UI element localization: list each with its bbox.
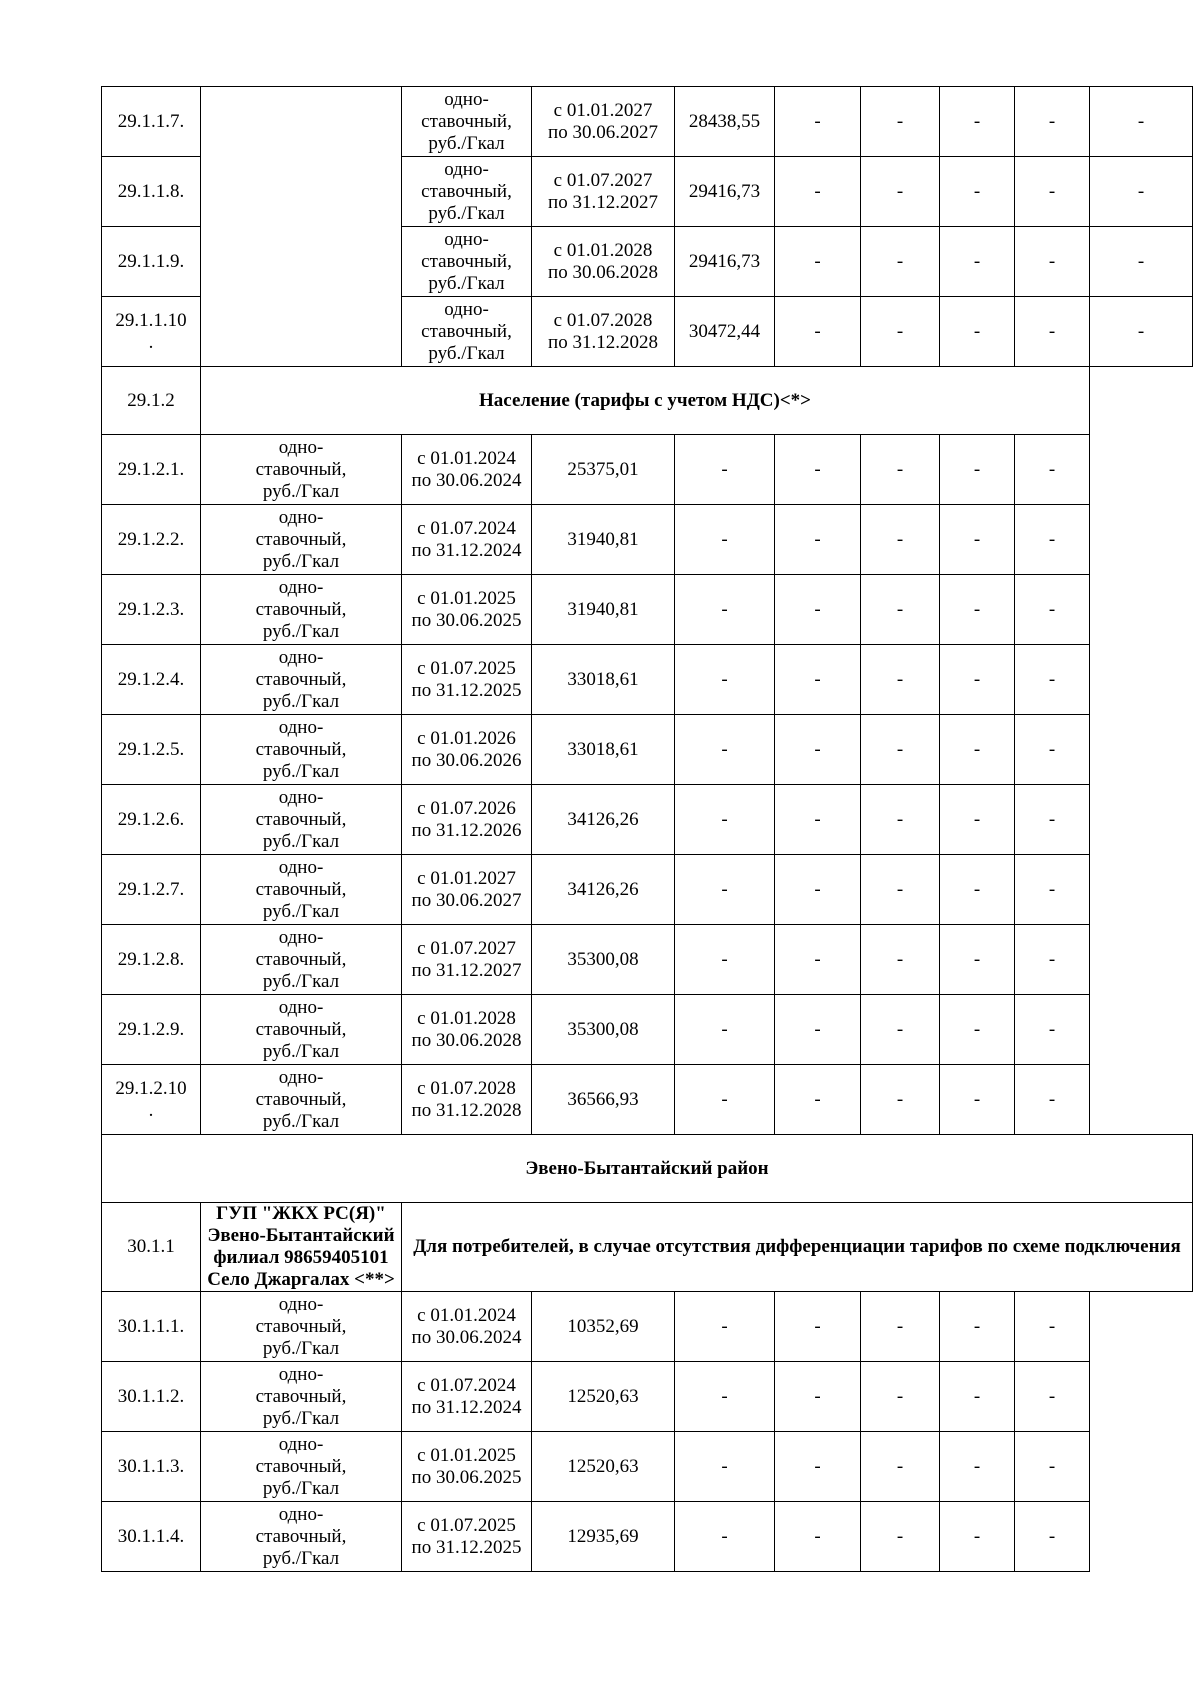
period: с 01.07.2025 по 31.12.2025 [402, 645, 532, 715]
empty-value: - [1015, 645, 1090, 715]
table-row [102, 715, 1193, 785]
tariff-value: 34126,26 [532, 785, 675, 855]
tariff-type: одно- ставочный, руб./Гкал [201, 575, 402, 645]
row-number: 29.1.2.2. [102, 505, 201, 575]
empty-value: - [775, 785, 861, 855]
row-number: 29.1.2.4. [102, 645, 201, 715]
empty-value: - [861, 227, 940, 297]
period: с 01.01.2025 по 30.06.2025 [402, 1432, 532, 1502]
table-row [102, 87, 1193, 157]
tariff-value: 36566,93 [532, 1065, 675, 1135]
empty-value: - [1015, 1502, 1090, 1572]
empty-value: - [940, 87, 1015, 157]
tariff-value: 30472,44 [675, 297, 775, 367]
tariff-value: 12935,69 [532, 1502, 675, 1572]
empty-value: - [861, 157, 940, 227]
empty-value: - [775, 1502, 861, 1572]
organization-name: ГУП "ЖКХ РС(Я)" Эвено-Бытантайский филиал 98659405101 Село Джаргалах <**> [201, 1203, 402, 1292]
empty-value: - [675, 995, 775, 1065]
empty-value: - [861, 1065, 940, 1135]
empty-value: - [775, 645, 861, 715]
empty-value: - [940, 645, 1015, 715]
row-number: 30.1.1.2. [102, 1362, 201, 1432]
row-number: 29.1.1.7. [102, 87, 201, 157]
empty-value: - [675, 645, 775, 715]
empty-value: - [675, 925, 775, 995]
empty-value: - [675, 1362, 775, 1432]
empty-value: - [861, 995, 940, 1065]
table-row [102, 575, 1193, 645]
tariff-value: 12520,63 [532, 1362, 675, 1432]
empty-value: - [1015, 297, 1090, 367]
row-number: 29.1.2.10 . [102, 1065, 201, 1135]
empty-value: - [1015, 1292, 1090, 1362]
tariff-type: одно- ставочный, руб./Гкал [201, 1432, 402, 1502]
empty-value: - [1015, 855, 1090, 925]
section-29-1-2 [102, 367, 1193, 435]
tariff-type: одно- ставочный, руб./Гкал [201, 785, 402, 855]
empty-value: - [1015, 1362, 1090, 1432]
period: с 01.01.2027 по 30.06.2027 [532, 87, 675, 157]
tariff-value: 29416,73 [675, 227, 775, 297]
tariff-type: одно- ставочный, руб./Гкал [402, 227, 532, 297]
empty-value: - [775, 227, 861, 297]
empty-value: - [775, 995, 861, 1065]
empty-value: - [1090, 87, 1193, 157]
empty-value: - [775, 1432, 861, 1502]
table-row [102, 1502, 1193, 1572]
empty-value: - [861, 925, 940, 995]
tariff-type: одно- ставочный, руб./Гкал [201, 1502, 402, 1572]
row-number: 29.1.2.1. [102, 435, 201, 505]
empty-value: - [861, 435, 940, 505]
empty-value: - [775, 1065, 861, 1135]
period: с 01.07.2027 по 31.12.2027 [402, 925, 532, 995]
empty-value: - [675, 1432, 775, 1502]
empty-value: - [940, 1362, 1015, 1432]
empty-value: - [861, 1292, 940, 1362]
empty-value: - [675, 1502, 775, 1572]
row-number: 29.1.2.6. [102, 785, 201, 855]
empty-value: - [861, 297, 940, 367]
empty-value: - [940, 505, 1015, 575]
tariff-value: 33018,61 [532, 715, 675, 785]
section-number: 30.1.1 [102, 1203, 201, 1292]
tariff-value: 31940,81 [532, 575, 675, 645]
empty-value: - [940, 1292, 1015, 1362]
rows-30-1-1 [102, 1292, 1193, 1572]
section-title: Для потребителей, в случае отсутствия дифференциации тарифов по схеме подключения [402, 1203, 1193, 1292]
empty-value: - [1015, 575, 1090, 645]
empty-value: - [940, 435, 1015, 505]
empty-value: - [940, 855, 1015, 925]
empty-value: - [775, 855, 861, 925]
period: с 01.07.2024 по 31.12.2024 [402, 505, 532, 575]
tariff-type: одно- ставочный, руб./Гкал [402, 157, 532, 227]
table-row [102, 1432, 1193, 1502]
tariff-type: одно- ставочный, руб./Гкал [201, 995, 402, 1065]
tariff-type: одно- ставочный, руб./Гкал [201, 1292, 402, 1362]
tariff-value: 12520,63 [532, 1432, 675, 1502]
period: с 01.07.2026 по 31.12.2026 [402, 785, 532, 855]
empty-value: - [861, 645, 940, 715]
empty-value: - [861, 87, 940, 157]
empty-value: - [861, 1432, 940, 1502]
empty-value: - [940, 925, 1015, 995]
empty-value: - [940, 715, 1015, 785]
section-title: Население (тарифы с учетом НДС)<*> [201, 367, 1090, 435]
empty-value: - [675, 785, 775, 855]
empty-value: - [861, 855, 940, 925]
tariff-value: 28438,55 [675, 87, 775, 157]
period: с 01.01.2024 по 30.06.2024 [402, 435, 532, 505]
empty-value: - [1015, 87, 1090, 157]
period: с 01.07.2025 по 31.12.2025 [402, 1502, 532, 1572]
empty-value: - [675, 1292, 775, 1362]
empty-value: - [861, 785, 940, 855]
table-row [102, 855, 1193, 925]
section-30-1-1 [102, 1203, 1193, 1292]
empty-value: - [861, 1502, 940, 1572]
tariff-type: одно- ставочный, руб./Гкал [201, 505, 402, 575]
row-number: 29.1.2.9. [102, 995, 201, 1065]
table-row [102, 1065, 1193, 1135]
empty-value: - [940, 1502, 1015, 1572]
tariff-type: одно- ставочный, руб./Гкал [201, 715, 402, 785]
row-number: 29.1.1.10 . [102, 297, 201, 367]
tariff-type: одно- ставочный, руб./Гкал [201, 855, 402, 925]
row-number: 29.1.2.5. [102, 715, 201, 785]
tariff-value: 31940,81 [532, 505, 675, 575]
table-row [102, 435, 1193, 505]
empty-value: - [675, 575, 775, 645]
empty-value: - [861, 575, 940, 645]
empty-value: - [1015, 1432, 1090, 1502]
row-number: 29.1.2.8. [102, 925, 201, 995]
table-row [102, 1292, 1193, 1362]
empty-value: - [775, 87, 861, 157]
empty-value: - [1015, 435, 1090, 505]
empty-value: - [940, 1065, 1015, 1135]
empty-value: - [1015, 715, 1090, 785]
tariff-value: 34126,26 [532, 855, 675, 925]
empty-value: - [1015, 157, 1090, 227]
tariff-type: одно- ставочный, руб./Гкал [402, 87, 532, 157]
tariff-value: 25375,01 [532, 435, 675, 505]
table-row [102, 925, 1193, 995]
empty-value: - [940, 1432, 1015, 1502]
empty-value: - [675, 505, 775, 575]
row-number: 29.1.2.3. [102, 575, 201, 645]
row-number: 29.1.1.8. [102, 157, 201, 227]
empty-value: - [861, 715, 940, 785]
district-header [102, 1135, 1193, 1203]
empty-value: - [1090, 297, 1193, 367]
empty-value: - [775, 715, 861, 785]
period: с 01.01.2025 по 30.06.2025 [402, 575, 532, 645]
empty-value: - [675, 1065, 775, 1135]
tariff-type: одно- ставочный, руб./Гкал [201, 1065, 402, 1135]
tariff-type: одно- ставочный, руб./Гкал [201, 435, 402, 505]
period: с 01.01.2028 по 30.06.2028 [402, 995, 532, 1065]
table-row [102, 505, 1193, 575]
empty-value: - [775, 435, 861, 505]
rows-29-1-1 [102, 87, 1193, 367]
table-row [102, 645, 1193, 715]
empty-value: - [775, 297, 861, 367]
period: с 01.01.2024 по 30.06.2024 [402, 1292, 532, 1362]
empty-value: - [940, 157, 1015, 227]
row-number: 30.1.1.3. [102, 1432, 201, 1502]
empty-value: - [1015, 995, 1090, 1065]
tariff-type: одно- ставочный, руб./Гкал [201, 1362, 402, 1432]
organization-cell [201, 87, 402, 367]
tariff-value: 10352,69 [532, 1292, 675, 1362]
empty-value: - [675, 435, 775, 505]
empty-value: - [861, 505, 940, 575]
tariff-type: одно- ставочный, руб./Гкал [201, 645, 402, 715]
table-row [102, 995, 1193, 1065]
period: с 01.01.2027 по 30.06.2027 [402, 855, 532, 925]
empty-value: - [775, 1292, 861, 1362]
district-title: Эвено-Бытантайский район [102, 1135, 1193, 1203]
period: с 01.01.2026 по 30.06.2026 [402, 715, 532, 785]
tariff-type: одно- ставочный, руб./Гкал [402, 297, 532, 367]
table-row [102, 1362, 1193, 1432]
empty-value: - [775, 505, 861, 575]
tariff-value: 33018,61 [532, 645, 675, 715]
empty-value: - [775, 575, 861, 645]
tariff-value: 35300,08 [532, 995, 675, 1065]
table-row [102, 785, 1193, 855]
empty-value: - [861, 1362, 940, 1432]
empty-value: - [675, 855, 775, 925]
row-number: 30.1.1.1. [102, 1292, 201, 1362]
empty-value: - [940, 227, 1015, 297]
empty-value: - [1015, 1065, 1090, 1135]
row-number: 29.1.1.9. [102, 227, 201, 297]
empty-value: - [1015, 925, 1090, 995]
tariff-value: 35300,08 [532, 925, 675, 995]
empty-value: - [1015, 227, 1090, 297]
row-number: 29.1.2.7. [102, 855, 201, 925]
rows-29-1-2 [102, 435, 1193, 1135]
empty-value: - [940, 785, 1015, 855]
empty-value: - [1015, 785, 1090, 855]
row-number: 30.1.1.4. [102, 1502, 201, 1572]
tariff-type: одно- ставочный, руб./Гкал [201, 925, 402, 995]
tariff-value: 29416,73 [675, 157, 775, 227]
section-number: 29.1.2 [102, 367, 201, 435]
empty-value: - [1090, 157, 1193, 227]
empty-value: - [940, 575, 1015, 645]
period: с 01.07.2028 по 31.12.2028 [402, 1065, 532, 1135]
empty-value: - [1015, 505, 1090, 575]
period: с 01.07.2028 по 31.12.2028 [532, 297, 675, 367]
empty-value: - [940, 995, 1015, 1065]
empty-value: - [675, 715, 775, 785]
period: с 01.07.2027 по 31.12.2027 [532, 157, 675, 227]
empty-value: - [775, 157, 861, 227]
empty-value: - [940, 297, 1015, 367]
tariff-table [101, 86, 1193, 1572]
empty-value: - [775, 1362, 861, 1432]
period: с 01.07.2024 по 31.12.2024 [402, 1362, 532, 1432]
empty-value: - [775, 925, 861, 995]
period: с 01.01.2028 по 30.06.2028 [532, 227, 675, 297]
empty-value: - [1090, 227, 1193, 297]
